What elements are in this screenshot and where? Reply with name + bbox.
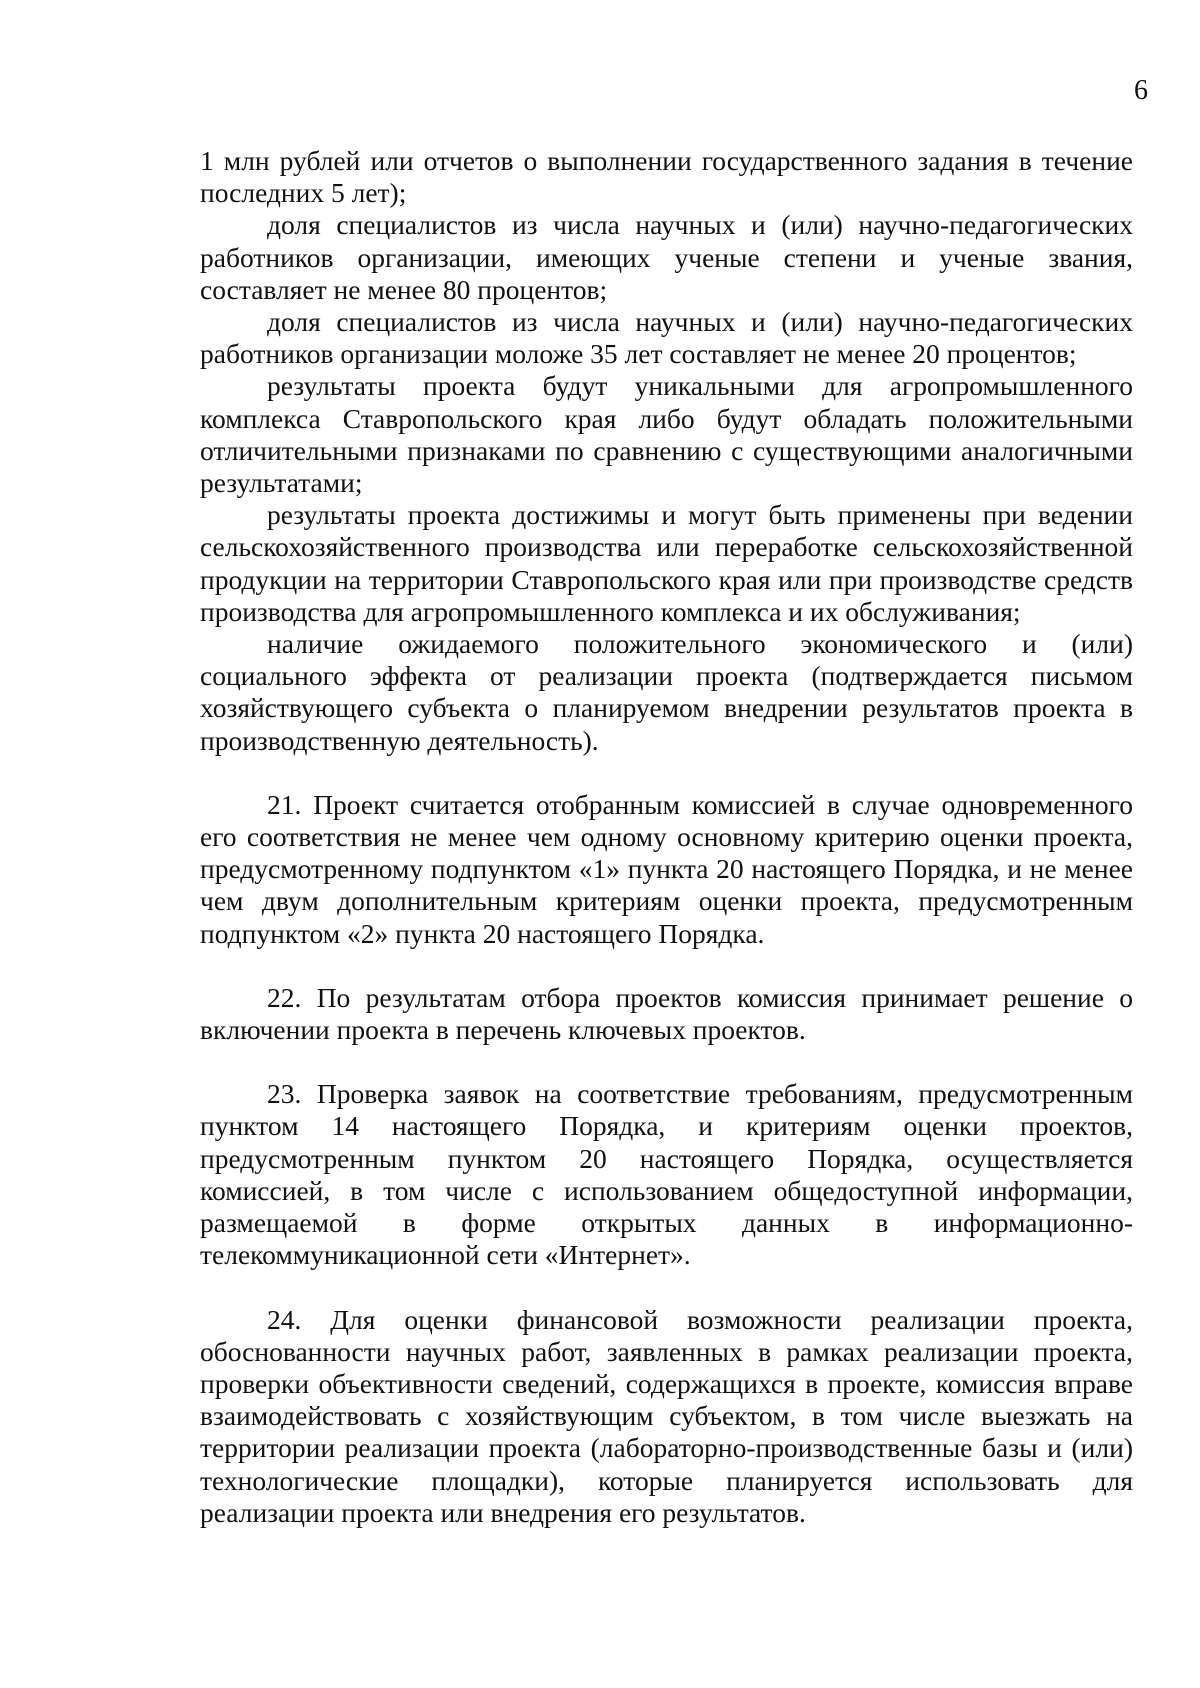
paragraph-item-24: 24. Для оценки финансовой возможности реализации проекта, обоснованности научных работ, заявленных в рамках реализации проекта, проверки объективности сведений, содержащихся в проекте, комиссия вправе взаимодействовать с хозяйствующим субъектом, в том числе выезжать на территории реализации проекта (лабораторно-производственные базы и (или) технологические площадки), которые планируется использовать для реализации проекта или внедрения его результатов. bbox=[200, 1303, 1133, 1528]
page-number: 6 bbox=[1134, 75, 1148, 106]
paragraph-item-23: 23. Проверка заявок на соответствие требованиям, предусмотренным пунктом 14 настоящего Порядка, и критериям оценки проектов, предусмотренным пунктом 20 настоящего Порядка, осуществляется комиссией, в том числе с использованием общедоступной информации, размещаемой в форме открытых данных в информационно-телекоммуникационной сети «Интернет». bbox=[200, 1078, 1133, 1271]
paragraph: доля специалистов из числа научных и (или) научно-педагогических работников организации моложе 35 лет составляет не менее 20 процентов; bbox=[200, 306, 1133, 370]
paragraph: результаты проекта будут уникальными для агропромышленного комплекса Ставропольского края либо будут обладать положительными отличительными признаками по сравнению с существующими аналогичными результатами; bbox=[200, 370, 1133, 499]
document-body bbox=[200, 145, 1133, 1529]
paragraph-item-22: 22. По результатам отбора проектов комиссия принимает решение о включении проекта в перечень ключевых проектов. bbox=[200, 981, 1133, 1046]
paragraph-item-21: 21. Проект считается отобранным комиссией в случае одновременного его соответствия не менее чем одному основному критерию оценки проекта, предусмотренному подпунктом «1» пункта 20 настоящего Порядка, и не менее чем двум дополнительным критериям оценки проекта, предусмотренным подпунктом «2» пункта 20 настоящего Порядка. bbox=[200, 788, 1133, 949]
paragraph: 1 млн рублей или отчетов о выполнении государственного задания в течение последних 5 лет); bbox=[200, 145, 1133, 209]
paragraph: наличие ожидаемого положительного экономического и (или) социального эффекта от реализации проекта (подтверждается письмом хозяйствующего субъекта о планируемом внедрении результатов проекта в производственную деятельность). bbox=[200, 628, 1133, 756]
paragraph: доля специалистов из числа научных и (или) научно-педагогических работников организации, имеющих ученые степени и ученые звания, составляет не менее 80 процентов; bbox=[200, 209, 1133, 305]
paragraph: результаты проекта достижимы и могут быть применены при ведении сельскохозяйственного производства или переработке сельскохозяйственной продукции на территории Ставропольского края или при производстве средств производства для агропромышленного комплекса и их обслуживания; bbox=[200, 499, 1133, 627]
